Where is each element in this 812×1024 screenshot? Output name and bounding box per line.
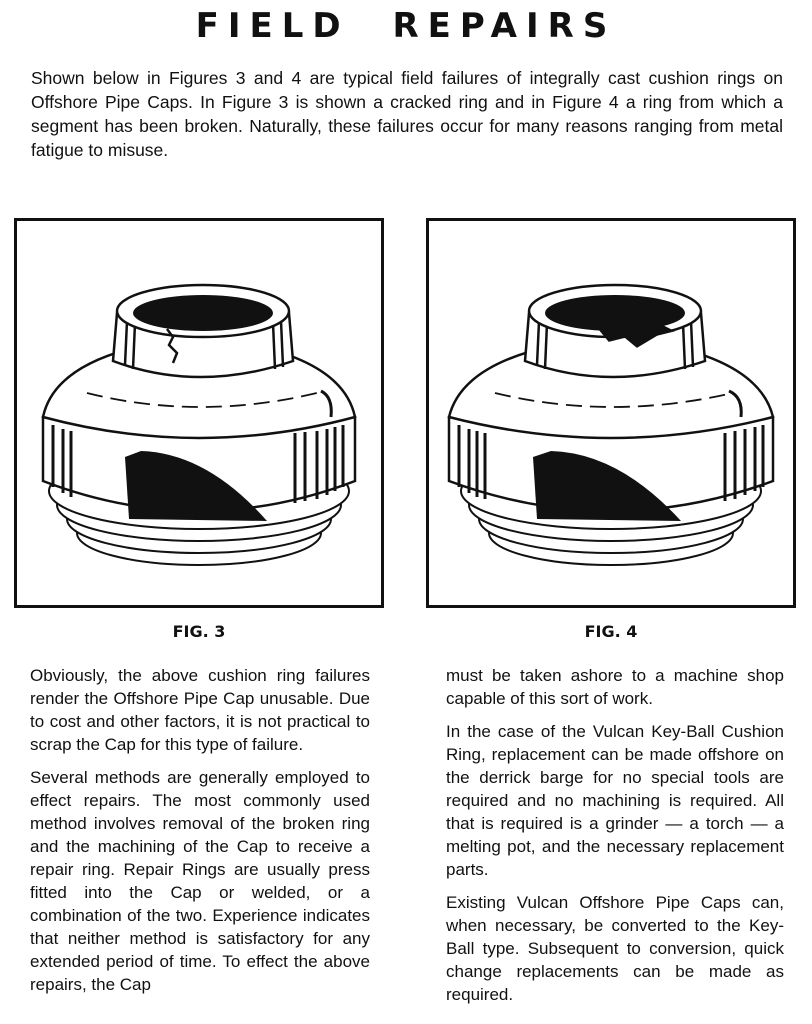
intro-paragraph: Shown below in Figures 3 and 4 are typical field failures of integrally cast cushion rings on Offshore Pipe Caps. In Figure 3 is shown a cracked ring and in Figure 4 a ring from which a segment has been broken. Naturally, these failures occur for many reasons ranging from metal fatigue to misuse. xyxy=(31,68,783,160)
body-column-left xyxy=(30,664,370,1006)
body-paragraph: Obviously, the above cushion ring failures render the Offshore Pipe Cap unusable. Due to cost and other factors, it is not practical to scrap the Cap for this type of failure. xyxy=(30,666,370,754)
body-paragraph: Several methods are generally employed to effect repairs. The most commonly used method involves removal of the broken ring and the machining of the Cap to receive a repair ring. Repair Rings are usually press fitted into the Cap or welded, or a combination of the two. Experience indicates that neither method is satisfactory for any extended period of time. To effect the above repairs, the Cap xyxy=(30,768,370,994)
figure-4-illustration xyxy=(426,218,796,608)
pipe-cap-broken-segment-illustration xyxy=(429,221,793,605)
body-paragraph: Existing Vulcan Offshore Pipe Caps can, when necessary, be converted to the Key-Ball type. Subsequent to conversion, quick change replacements can be made as required. xyxy=(446,893,784,1004)
figure-3-illustration xyxy=(14,218,384,608)
body-paragraph: In the case of the Vulcan Key-Ball Cushion Ring, replacement can be made offshore on the derrick barge for no special tools are required and no machining is required. All that is required is a grinder — a torch — a melting pot, and the necessary replacement parts. xyxy=(446,722,784,879)
pipe-cap-cracked-ring-illustration xyxy=(17,221,381,605)
page-title: FIELD REPAIRS xyxy=(195,6,617,46)
body-paragraph: must be taken ashore to a machine shop capable of this sort of work. xyxy=(446,666,784,708)
figure-4-caption: FIG. 4 xyxy=(584,622,638,641)
figure-3-caption: FIG. 3 xyxy=(172,622,226,641)
body-column-right xyxy=(446,664,784,1016)
